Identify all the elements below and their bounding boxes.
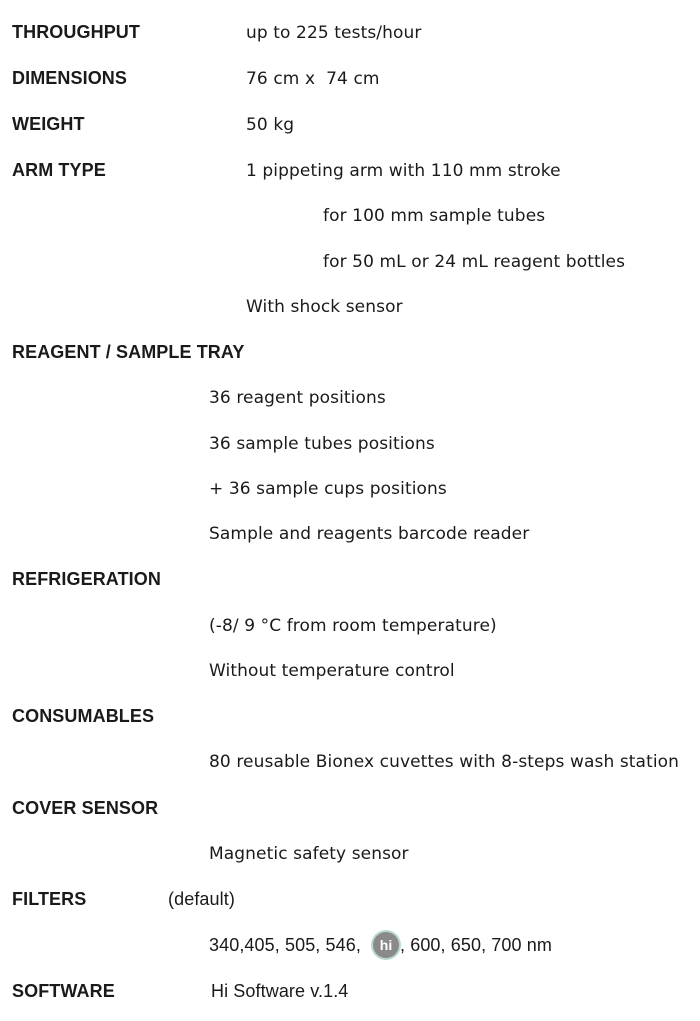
tray-item: + 36 sample cups positions [209,479,447,499]
filters-values-start: 340,405, 505, 546, [209,935,367,955]
cover-sensor-label: COVER SENSOR [12,798,159,818]
weight-value: 50 kg [246,115,295,135]
hi-logo-badge: hi [373,932,399,958]
weight-label: WEIGHT [12,114,85,134]
software-value: Hi Software v.1.4 [211,981,349,1001]
throughput-label: THROUGHPUT [12,22,140,42]
arm-type-value: 1 pippeting arm with 110 mm stroke [246,161,561,181]
tray-label: REAGENT / SAMPLE TRAY [12,342,245,362]
consumables-value: 80 reusable Bionex cuvettes with 8-steps wash station [209,752,680,772]
tray-item: Sample and reagents barcode reader [209,524,530,544]
tray-item: 36 reagent positions [209,388,386,408]
arm-type-shock-sensor: With shock sensor [246,297,403,317]
filters-values-end: , 600, 650, 700 nm [400,935,552,955]
throughput-value: up to 225 tests/hour [246,23,422,43]
filters-label: FILTERS [12,889,87,909]
refrigeration-label: REFRIGERATION [12,569,161,589]
arm-type-sub-tubes: for 100 mm sample tubes [323,206,546,226]
tray-item: 36 sample tubes positions [209,434,435,454]
consumables-label: CONSUMABLES [12,706,155,726]
refrigeration-item: Without temperature control [209,661,455,681]
cover-sensor-value: Magnetic safety sensor [209,844,409,864]
arm-type-sub-bottles: for 50 mL or 24 mL reagent bottles [323,252,626,272]
refrigeration-item: (-8/ 9 °C from room temperature) [209,616,497,636]
dimensions-value: 76 cm x 74 cm [246,69,380,89]
arm-type-label: ARM TYPE [12,160,106,180]
filters-default-note: (default) [168,889,235,909]
dimensions-label: DIMENSIONS [12,68,128,88]
software-label: SOFTWARE [12,981,115,1001]
